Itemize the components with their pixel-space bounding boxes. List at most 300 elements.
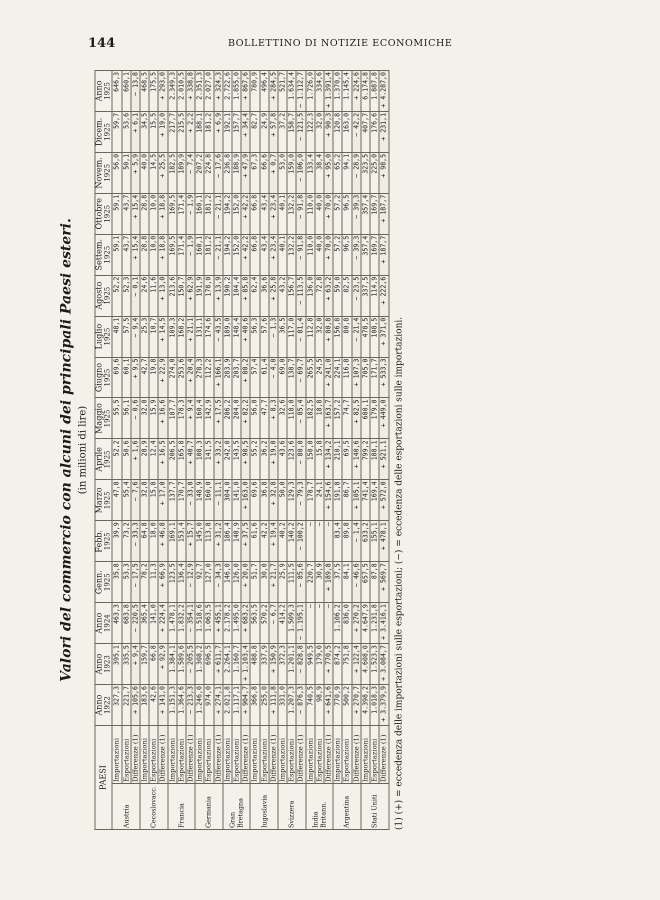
value-cell: + 9,4 (186, 398, 195, 439)
table-header (95, 71, 112, 830)
value-cell: + 82,5 (352, 398, 361, 439)
value-cell: 478,5 (361, 316, 370, 357)
value-cell: − 1,3 (269, 316, 278, 357)
value-cell: + 21,7 (269, 562, 278, 603)
value-cell: 56,0 (112, 152, 121, 193)
table-row (223, 71, 232, 830)
rotated-table-area (58, 70, 603, 830)
value-cell: 191,9 (195, 275, 204, 316)
row-label: Differenze (1) (186, 726, 195, 784)
header-col (95, 398, 112, 439)
value-cell: 82,5 (342, 275, 351, 316)
table-row (324, 71, 333, 830)
value-cell: 163,0 (342, 111, 351, 152)
value-cell: 39,9 (112, 521, 121, 562)
value-cell: 215,5 (177, 111, 186, 152)
value-cell: 974,0 (204, 685, 213, 726)
value-cell: 89,8 (342, 521, 351, 562)
value-cell: 28,8 (140, 193, 149, 234)
header-col (95, 234, 112, 275)
value-cell: 53,0 (278, 152, 287, 193)
value-cell: 183,6 (140, 685, 149, 726)
value-cell: 145,0 (195, 521, 204, 562)
value-cell: + 478,1 (379, 521, 388, 562)
value-cell: 66,8 (250, 193, 259, 234)
value-cell: 25,9 (278, 562, 287, 603)
value-cell: 2.264,1 (223, 644, 232, 685)
value-cell: − 121,5 (296, 111, 305, 152)
value-cell: + 19,0 (269, 439, 278, 480)
value-cell: 127,0 (204, 562, 213, 603)
value-cell: 142,9 (204, 398, 213, 439)
value-cell: 799,2 (361, 439, 370, 480)
value-cell: 179,0 (315, 644, 324, 685)
row-label: Differenze (1) (296, 726, 305, 784)
value-cell: − 220,5 (131, 603, 140, 644)
header-col (95, 562, 112, 603)
value-cell: + 150,9 (269, 644, 278, 685)
value-cell: − 7,6 (131, 480, 140, 521)
value-cell: 660,1 (122, 71, 131, 112)
value-cell: 156,7 (287, 275, 296, 316)
value-cell: 36,6 (260, 275, 269, 316)
value-cell: + 770,5 (324, 644, 333, 685)
value-cell: 67,3 (250, 152, 259, 193)
value-cell: 15,8 (149, 480, 158, 521)
value-cell: 366,8 (250, 685, 259, 726)
value-cell: 335,5 (122, 644, 131, 685)
value-cell: 372,3 (278, 644, 287, 685)
value-cell: + 455,1 (214, 603, 223, 644)
value-cell: 189,0 (223, 316, 232, 357)
value-cell: 1.145,4 (342, 71, 351, 112)
value-cell: 52,3 (122, 275, 131, 316)
value-cell: 170,7 (177, 480, 186, 521)
value-cell: + 98,5 (379, 152, 388, 193)
value-cell: + 224,6 (352, 71, 361, 112)
value-cell: 217,7 (168, 111, 177, 152)
value-cell: + 18,8 (158, 234, 167, 275)
value-cell: 157,7 (232, 111, 241, 152)
value-cell: 116,8 (342, 357, 351, 398)
value-cell: 15,9 (149, 398, 158, 439)
value-cell: 32,0 (140, 398, 149, 439)
value-cell: 69,0 (278, 357, 287, 398)
value-cell: 206,5 (168, 439, 177, 480)
table-row (186, 71, 195, 830)
value-cell: + 85,8 (241, 275, 250, 316)
value-cell: 780,9 (250, 71, 259, 112)
header-col (95, 439, 112, 480)
value-cell: 57,2 (333, 234, 342, 275)
value-cell: 286,2 (223, 398, 232, 439)
value-cell: 203,7 (232, 357, 241, 398)
table-row (306, 71, 315, 830)
value-cell: 112,2 (204, 357, 213, 398)
value-cell: 4.647,9 (361, 603, 370, 644)
value-cell: 357,4 (361, 234, 370, 275)
header-col-label: Anno (94, 80, 104, 102)
value-cell: + 154,6 (324, 480, 333, 521)
value-cell: 108,5 (370, 316, 379, 357)
row-label: Esportazioni (149, 726, 158, 784)
row-label: Differenze (1) (269, 726, 278, 784)
value-cell: 178,3 (177, 398, 186, 439)
value-cell: − 42,2 (352, 111, 361, 152)
value-cell: 61,4 (260, 357, 269, 398)
country-name: Svizzera (278, 784, 306, 830)
table-row (204, 71, 213, 830)
value-cell: 59,0 (333, 275, 342, 316)
value-cell: 56,3 (250, 316, 259, 357)
value-cell: 357,4 (361, 193, 370, 234)
value-cell: − 91,8 (296, 193, 305, 234)
header-col-year: 1924 (103, 614, 112, 633)
value-cell: 69,6 (112, 357, 121, 398)
value-cell: 52,2 (112, 275, 121, 316)
header-col (95, 357, 112, 398)
value-cell: 108,3 (195, 439, 204, 480)
value-cell: − 354,1 (186, 603, 195, 644)
value-cell: + 92,9 (158, 644, 167, 685)
header-col (95, 152, 112, 193)
header-col-label: Settem. (94, 238, 104, 271)
value-cell: 32,0 (315, 316, 324, 357)
value-cell: − 0,6 (131, 398, 140, 439)
value-cell: 705,0 (361, 357, 370, 398)
row-label: Importazioni (223, 726, 232, 784)
value-cell: + 187,7 (379, 234, 388, 275)
value-cell: 110,0 (306, 234, 315, 275)
value-cell: 1.207,3 (287, 685, 296, 726)
table-row (241, 71, 250, 830)
country-name: Cecoslovacc. (140, 784, 168, 830)
value-cell: 1.384,1 (168, 644, 177, 685)
value-cell: − 46,6 (352, 562, 361, 603)
header-col-year: 1925 (103, 286, 112, 305)
value-cell: 165,8 (177, 439, 186, 480)
value-cell: + 105,1 (352, 480, 361, 521)
value-cell: + 163,0 (241, 480, 250, 521)
value-cell: + 80,2 (241, 357, 250, 398)
value-cell: + 80,8 (324, 316, 333, 357)
value-cell: 123,5 (168, 562, 177, 603)
value-cell: + 3.084,7 (379, 644, 388, 685)
value-cell: 10,0 (149, 193, 158, 234)
value-cell: 40,1 (278, 193, 287, 234)
value-cell: 210,1 (333, 439, 342, 480)
value-cell: + 521,1 (379, 439, 388, 480)
row-label: Importazioni (333, 726, 342, 784)
value-cell: + 98,5 (241, 439, 250, 480)
value-cell: − 79,3 (296, 480, 305, 521)
value-cell: 156,8 (333, 316, 342, 357)
table-row (361, 71, 370, 830)
value-cell: 48,1 (112, 316, 121, 357)
value-cell: + 270,2 (352, 603, 361, 644)
value-cell: 153,4 (177, 521, 186, 562)
value-cell: 12,4 (149, 439, 158, 480)
value-cell: 30,0 (260, 562, 269, 603)
value-cell: — (306, 603, 315, 644)
value-cell: 4.608,0 (361, 644, 370, 685)
value-cell: 224,1 (333, 357, 342, 398)
value-cell: 176,6 (370, 111, 379, 152)
value-cell: + 4.287,0 (379, 71, 388, 112)
value-cell: 136,0 (306, 275, 315, 316)
value-cell: 56,0 (250, 398, 259, 439)
value-cell: + 231,1 (379, 111, 388, 152)
value-cell: 57,2 (333, 193, 342, 234)
value-cell: 2.349,3 (168, 71, 177, 112)
value-cell: − 106,0 (296, 152, 305, 193)
value-cell: 1.364,6 (177, 685, 186, 726)
value-cell: — (315, 521, 324, 562)
value-cell: 129,3 (287, 480, 296, 521)
header-col-label: Aprile (94, 447, 104, 472)
value-cell: 1.518,6 (195, 603, 204, 644)
value-cell: 1.495,0 (232, 603, 241, 644)
value-cell: 111,5 (287, 562, 296, 603)
value-cell: + 47,9 (241, 152, 250, 193)
value-cell: 148,9 (232, 521, 241, 562)
value-cell: 132,2 (287, 234, 296, 275)
country-name: Francia (168, 784, 196, 830)
value-cell: 171,4 (177, 234, 186, 275)
value-cell: + 15,4 (131, 234, 140, 275)
value-cell: 59,7 (112, 111, 121, 152)
value-cell: 488,8 (250, 644, 259, 685)
value-cell: + 293,0 (158, 71, 167, 112)
value-cell: 59,1 (112, 234, 121, 275)
value-cell: − 7,4 (186, 152, 195, 193)
value-cell: 407,7 (361, 111, 370, 152)
country-name: Austria (112, 784, 140, 830)
value-cell: + 134,2 (324, 439, 333, 480)
value-cell: 43,4 (260, 234, 269, 275)
row-label: Importazioni (361, 726, 370, 784)
value-cell: 182,5 (168, 152, 177, 193)
value-cell: 96,5 (342, 234, 351, 275)
value-cell: + 16,6 (158, 398, 167, 439)
value-cell: − 85,6 (296, 562, 305, 603)
value-cell: − 81,4 (296, 316, 305, 357)
value-cell: 152,0 (232, 193, 241, 234)
value-cell: 35,8 (112, 562, 121, 603)
value-cell: 236,8 (223, 152, 232, 193)
value-cell: 2.351,3 (195, 71, 204, 112)
value-cell: + 62,9 (186, 275, 195, 316)
value-cell: 169,5 (168, 234, 177, 275)
value-cell: 187,7 (168, 398, 177, 439)
value-cell: 73,2 (122, 521, 131, 562)
value-cell: 1.634,4 (287, 71, 296, 112)
value-cell: 15,8 (315, 439, 324, 480)
value-cell: 24,5 (315, 357, 324, 398)
value-cell: 337,5 (361, 275, 370, 316)
value-cell: 52,2 (112, 439, 121, 480)
value-cell: 181,2 (204, 111, 213, 152)
value-cell: — (315, 603, 324, 644)
value-cell: 1.478,1 (168, 603, 177, 644)
journal-title: BOLLETTINO DI NOTIZIE ECONOMICHE (228, 38, 453, 49)
value-cell: + 90,3 (324, 111, 333, 152)
value-cell: 2.178,2 (223, 603, 232, 644)
value-cell: 751,8 (342, 644, 351, 685)
value-cell: 191,8 (333, 480, 342, 521)
header-col-label: Giugno (94, 362, 104, 393)
header-col (95, 71, 112, 112)
value-cell: 159,7 (140, 644, 149, 685)
value-cell: 159,0 (287, 152, 296, 193)
row-label: Differenze (1) (158, 726, 167, 784)
value-cell: 204,0 (232, 398, 241, 439)
value-cell: 25,3 (140, 316, 149, 357)
value-cell: 118,0 (287, 398, 296, 439)
footnote: (1) (+) = eccedenza delle importazioni sulle esportazioni; (−) = eccedenza delle esportazioni sulle importazioni. (394, 316, 404, 830)
value-cell: 43,7 (122, 193, 131, 234)
row-label: Differenze (1) (241, 726, 250, 784)
value-cell: + 107,3 (352, 357, 361, 398)
value-cell: 38,4 (315, 152, 324, 193)
value-cell: 112,8 (306, 316, 315, 357)
value-cell: 24,9 (260, 111, 269, 152)
value-cell: + 17,5 (214, 398, 223, 439)
country-name: Argentina (333, 784, 361, 830)
value-cell: + 70,0 (324, 234, 333, 275)
value-cell: 28,9 (140, 439, 149, 480)
value-cell: + 18,8 (158, 193, 167, 234)
value-cell: 40,1 (278, 234, 287, 275)
value-cell: + 42,2 (241, 234, 250, 275)
value-cell: 120,8 (333, 111, 342, 152)
value-cell: − 39,3 (352, 193, 361, 234)
value-cell: 265,5 (306, 357, 315, 398)
value-cell: 327,3 (112, 685, 121, 726)
value-cell: 146,0 (223, 562, 232, 603)
trade-table (95, 70, 390, 830)
value-cell: 874,2 (333, 644, 342, 685)
row-label: Differenze (1) (131, 726, 140, 784)
value-cell: + 57,8 (269, 111, 278, 152)
value-cell: 168,2 (177, 316, 186, 357)
value-cell: + 5,9 (131, 152, 140, 193)
row-label: Importazioni (306, 726, 315, 784)
value-cell: 220,7 (306, 562, 315, 603)
header-col-year: 1925 (103, 532, 112, 551)
value-cell: 657,5 (361, 562, 370, 603)
value-cell: − 91,8 (296, 234, 305, 275)
header-col-year: 1925 (103, 123, 112, 141)
value-cell: + 1.391,4 (324, 71, 333, 112)
value-cell: + 0,7 (269, 152, 278, 193)
value-cell: + 111,8 (269, 685, 278, 726)
value-cell: + 70,0 (324, 193, 333, 234)
value-cell: 563,5 (250, 603, 259, 644)
value-cell: + 33,2 (214, 439, 223, 480)
value-cell: + 32,8 (269, 480, 278, 521)
value-cell: 141,5 (204, 439, 213, 480)
value-cell: 18,8 (315, 398, 324, 439)
header-col-year: 1923 (103, 655, 112, 674)
header-col-label: Novem. (94, 157, 104, 189)
value-cell: 60,1 (122, 357, 131, 398)
value-cell: 51,7 (250, 562, 259, 603)
header-col (95, 644, 112, 685)
header-col-year: 1925 (103, 450, 112, 469)
value-cell: + 533,3 (379, 357, 388, 398)
value-cell: 78,2 (140, 562, 149, 603)
value-cell: 158,7 (287, 111, 296, 152)
value-cell: − 17,6 (214, 152, 223, 193)
value-cell: 242,0 (223, 439, 232, 480)
value-cell: + 867,6 (241, 71, 250, 112)
row-label: Esportazioni (342, 726, 351, 784)
value-cell: 15,5 (149, 111, 158, 152)
value-cell: 42,7 (140, 357, 149, 398)
value-cell: 18,0 (149, 521, 158, 562)
value-cell: 160,4 (195, 398, 204, 439)
value-cell: 188,1 (195, 111, 204, 152)
table-row (260, 71, 269, 830)
value-cell: 189,3 (168, 316, 177, 357)
value-cell: 174,6 (204, 316, 213, 357)
table-row (250, 71, 259, 830)
value-cell: 169,4 (370, 480, 379, 521)
value-cell: 740,5 (306, 685, 315, 726)
page-number: 144 (88, 36, 116, 51)
value-cell: 160,1 (195, 193, 204, 234)
value-cell: 113,8 (204, 521, 213, 562)
table-row (122, 71, 131, 830)
value-cell: + 20,4 (186, 357, 195, 398)
value-cell: 30,9 (315, 562, 324, 603)
header-col-year: 1925 (103, 163, 112, 182)
row-label: Esportazioni (122, 726, 131, 784)
country-name: India Britann. (306, 784, 334, 830)
table-row (131, 71, 140, 830)
value-cell: 143,5 (232, 439, 241, 480)
value-cell: 304,0 (223, 480, 232, 521)
value-cell: − 205,5 (186, 644, 195, 685)
value-cell: 53,3 (122, 562, 131, 603)
value-cell: 181,2 (204, 193, 213, 234)
header-col-year: 1922 (103, 696, 112, 714)
value-cell: 1.160,7 (232, 644, 241, 685)
value-cell: + 19,4 (269, 521, 278, 562)
value-cell: + 3.416,1 (379, 603, 388, 644)
row-label: Esportazioni (260, 726, 269, 784)
value-cell: 1.246,0 (195, 685, 204, 726)
value-cell: − 21,1 (214, 234, 223, 275)
value-cell: 32,6 (278, 398, 287, 439)
header-col-year: 1925 (103, 204, 112, 223)
value-cell: 334,6 (315, 71, 324, 112)
value-cell: − 1.195,1 (296, 603, 305, 644)
header-col-label: Genn. (94, 570, 104, 595)
value-cell: − 17,5 (131, 562, 140, 603)
table-title: Valori del commercio con alcuni dei principali Paesi esteri. (58, 218, 75, 682)
value-cell: + 3.379,9 (379, 685, 388, 726)
value-cell: + 9,4 (131, 644, 140, 685)
header-col-label: Anno (94, 612, 104, 634)
value-cell: 225,0 (370, 152, 379, 193)
value-cell: 152,0 (232, 234, 241, 275)
value-cell: + 683,2 (241, 603, 250, 644)
value-cell: − 113,5 (296, 275, 305, 316)
value-cell: 69,6 (250, 480, 259, 521)
value-cell: 50,0 (278, 480, 287, 521)
